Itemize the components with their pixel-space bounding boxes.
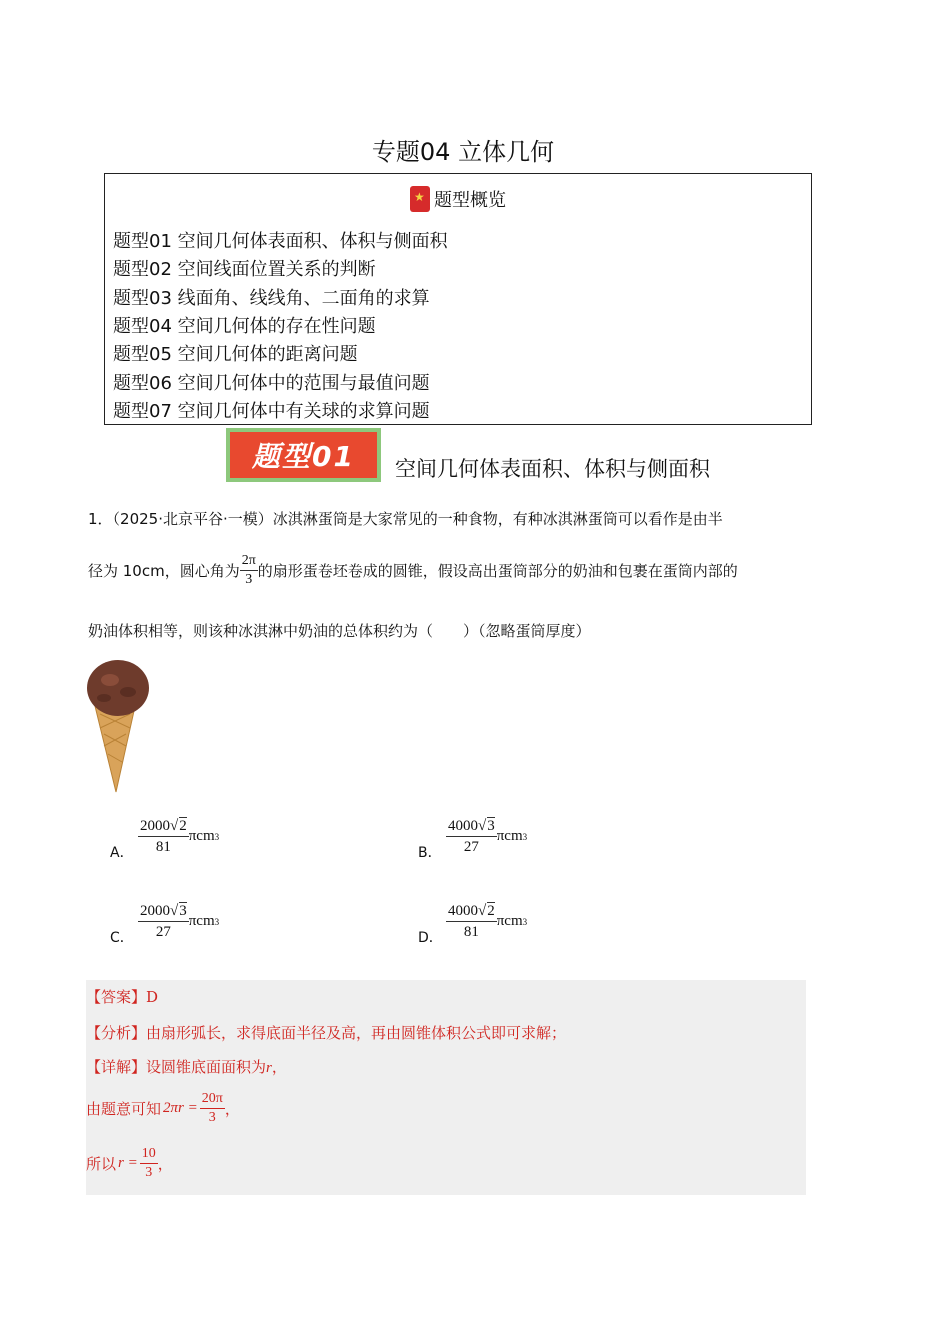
step-2: [86, 1145, 173, 1182]
overview-item[interactable]: 题型03 线面角、线线角、二面角的求算: [113, 288, 430, 309]
option-b-expression[interactable]: [446, 816, 527, 857]
unit: πcm: [188, 913, 215, 929]
question-line-2: [88, 552, 738, 589]
detail-line: [86, 1056, 287, 1077]
punctuation: ，: [224, 1100, 240, 1118]
section-title: 空间几何体表面积、体积与侧面积: [395, 457, 710, 481]
overview-heading-text: 题型概览: [434, 190, 506, 211]
radicand: 3: [487, 818, 495, 834]
option-fraction: $\frac{4000√3}{27}$: [448, 818, 495, 855]
step-fraction: [140, 1145, 158, 1182]
unit: πcm: [496, 828, 523, 844]
option-b-label[interactable]: B．: [418, 845, 442, 861]
fraction-denominator: 3: [245, 572, 253, 587]
option-fraction: $\frac{2000√3}{27}$: [140, 903, 187, 940]
exponent: 3: [214, 831, 220, 842]
detail-label: 【详解】设圆锥底面面积为: [86, 1058, 267, 1076]
question-text: 径为 10cm，圆心角为: [88, 562, 240, 580]
page-title: 专题04 立体几何: [371, 138, 555, 166]
math-expression: 2πr =: [163, 1100, 198, 1116]
question-line-3: 奶油体积相等，则该种冰淇淋中奶油的总体积约为（ ）（忽略蛋筒厚度）: [88, 622, 591, 640]
fraction-denominator: 81: [155, 839, 171, 855]
fraction-numerator: 2000: [140, 818, 170, 834]
fraction-denominator: 3: [145, 1165, 153, 1180]
fraction-numerator: 20π: [200, 1090, 225, 1109]
step-text: 由题意可知: [86, 1100, 162, 1118]
angle-fraction: [240, 552, 258, 589]
answer-box: [86, 980, 806, 1195]
overview-heading: [105, 186, 811, 212]
option-fraction: $\frac{2000√2}{81}$: [140, 818, 187, 855]
radicand: 2: [179, 818, 187, 834]
option-d-expression[interactable]: [446, 901, 527, 942]
fraction-denominator: 3: [208, 1110, 216, 1125]
fraction-numerator: 10: [140, 1145, 158, 1164]
question-text: 的扇形蛋卷坯卷成的圆锥，假设高出蛋筒部分的奶油和包裹在蛋筒内部的: [257, 562, 738, 580]
step-1: [86, 1090, 240, 1127]
fraction-denominator: 27: [155, 924, 171, 940]
math-expression: r =: [118, 1155, 138, 1171]
exponent: 3: [214, 916, 220, 927]
fraction-numerator: 4000: [448, 818, 478, 834]
overview-item[interactable]: 题型02 空间线面位置关系的判断: [113, 259, 376, 280]
fraction-numerator: 2π: [240, 552, 258, 571]
fraction-numerator: 2000: [140, 903, 170, 919]
answer-line: 【答案】D: [86, 988, 159, 1006]
radicand: 2: [487, 903, 495, 919]
radicand: 3: [179, 903, 187, 919]
step-text: 所以: [86, 1155, 117, 1173]
overview-item[interactable]: 题型05 空间几何体的距离问题: [113, 344, 358, 365]
option-a-label[interactable]: A．: [110, 845, 134, 861]
overview-item[interactable]: 题型01 空间几何体表面积、体积与侧面积: [113, 231, 448, 252]
step-fraction: [200, 1090, 225, 1127]
fraction-denominator: 27: [463, 839, 479, 855]
math-variable: r: [266, 1060, 272, 1076]
overview-item[interactable]: 题型07 空间几何体中有关球的求算问题: [113, 401, 430, 422]
option-c-label[interactable]: C．: [110, 930, 134, 946]
option-c-expression[interactable]: [138, 901, 219, 942]
ice-cream-image: [84, 658, 154, 794]
punctuation: ，: [157, 1155, 173, 1173]
overview-item[interactable]: 题型06 空间几何体中的范围与最值问题: [113, 373, 430, 394]
fraction-numerator: 4000: [448, 903, 478, 919]
option-d-label[interactable]: D．: [418, 930, 443, 946]
overview-item[interactable]: 题型04 空间几何体的存在性问题: [113, 316, 376, 337]
option-fraction: $\frac{4000√2}{81}$: [448, 903, 495, 940]
punctuation: ，: [271, 1058, 287, 1076]
question-line-1: 1．（2025·北京平谷·一模）冰淇淋蛋筒是大家常见的一种食物，有种冰淇淋蛋筒可以看作是由半: [88, 510, 723, 528]
exponent: 3: [522, 916, 528, 927]
book-icon: [410, 186, 430, 212]
fraction-denominator: 81: [463, 924, 479, 940]
unit: πcm: [188, 828, 215, 844]
section-badge: [226, 428, 381, 482]
unit: πcm: [496, 913, 523, 929]
section-badge-label: 题型01: [230, 432, 377, 478]
analysis-line: 【分析】由扇形弧长，求得底面半径及高，再由圆锥体积公式即可求解；: [86, 1024, 567, 1042]
option-a-expression[interactable]: [138, 816, 219, 857]
overview-box: [104, 173, 812, 425]
exponent: 3: [522, 831, 528, 842]
